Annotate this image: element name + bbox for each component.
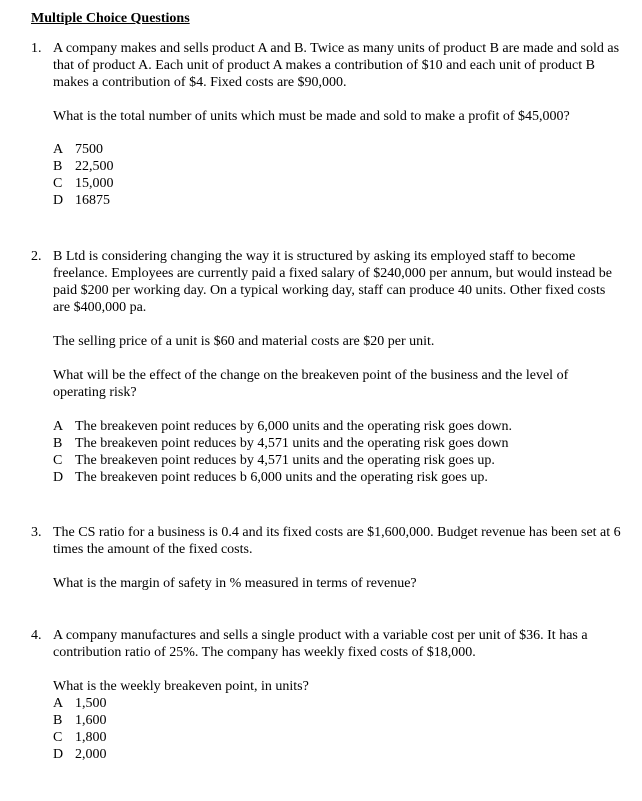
question-stem: A company makes and sells product A and B. Twice as many units of product B are made and sold as that of product A. Each unit of product A makes a contribution of $10 and each unit of product B makes a contribution of $4. Fixed costs are $90,000. <box>53 41 620 90</box>
option-letter: B <box>53 159 63 174</box>
option-letter: A <box>53 142 64 157</box>
option-letter: D <box>53 470 64 485</box>
option-text: 1,600 <box>75 713 107 728</box>
question-prompt: What is the total number of units which must be made and sold to make a profit of $45,000? <box>53 109 570 124</box>
answer-options <box>53 418 623 486</box>
question-number: 1. <box>31 41 42 56</box>
option-text: The breakeven point reduces by 4,571 units and the operating risk goes down <box>75 436 509 451</box>
option-text: 22,500 <box>75 159 114 174</box>
answer-option <box>53 746 623 763</box>
option-letter: C <box>53 176 63 191</box>
answer-option <box>53 175 623 192</box>
option-text: 1,800 <box>75 730 107 745</box>
option-letter: C <box>53 453 63 468</box>
option-text: 1,500 <box>75 696 107 711</box>
answer-option <box>53 712 623 729</box>
question-prompt: What will be the effect of the change on the breakeven point of the business and the level of operating risk? <box>53 368 569 400</box>
option-letter: D <box>53 747 64 762</box>
option-text: 16875 <box>75 193 110 208</box>
question-number: 4. <box>31 628 42 643</box>
question-stem: The CS ratio for a business is 0.4 and its fixed costs are $1,600,000. Budget revenue has been set at 6 times the amount of the fixed costs. <box>53 525 621 557</box>
question-number: 3. <box>31 525 42 540</box>
option-letter: A <box>53 696 64 711</box>
question-3 <box>31 524 631 609</box>
question-2 <box>31 248 631 486</box>
page-heading: Multiple Choice Questions <box>31 11 190 26</box>
question-stem: B Ltd is considering changing the way it is structured by asking its employed staff to become freelance. Employees are currently paid a fixed salary of $240,000 per annum, but would instead be paid $200 per working day. On a typical working day, staff can produce 40 units. Other fixed costs are $400,000 pa. <box>53 249 613 315</box>
option-letter: B <box>53 713 63 728</box>
option-letter: B <box>53 436 63 451</box>
option-text: 7500 <box>75 142 103 157</box>
question-stem: A company manufactures and sells a single product with a variable cost per unit of $36. It has a contribution ratio of 25%. The company has weekly fixed costs of $18,000. <box>53 628 588 660</box>
answer-option <box>53 452 623 469</box>
question-prompt: What is the margin of safety in % measured in terms of revenue? <box>53 576 417 591</box>
question-4 <box>31 627 631 763</box>
question-detail: The selling price of a unit is $60 and material costs are $20 per unit. <box>53 334 435 349</box>
answer-option <box>53 141 623 158</box>
answer-option <box>53 695 623 712</box>
answer-option <box>53 192 623 209</box>
option-text: 15,000 <box>75 176 114 191</box>
question-number: 2. <box>31 249 42 264</box>
option-text: 2,000 <box>75 747 107 762</box>
option-text: The breakeven point reduces b 6,000 units and the operating risk goes up. <box>75 470 488 485</box>
answer-option <box>53 729 623 746</box>
question-1 <box>31 40 631 209</box>
option-letter: D <box>53 193 64 208</box>
answer-option <box>53 435 623 452</box>
answer-options <box>53 695 623 763</box>
answer-option <box>53 469 623 486</box>
answer-option <box>53 418 623 435</box>
question-prompt: What is the weekly breakeven point, in units? <box>53 679 309 694</box>
option-text: The breakeven point reduces by 6,000 units and the operating risk goes down. <box>75 419 513 434</box>
option-text: The breakeven point reduces by 4,571 units and the operating risk goes up. <box>75 453 495 468</box>
option-letter: A <box>53 419 64 434</box>
answer-options <box>53 141 623 209</box>
option-letter: C <box>53 730 63 745</box>
answer-option <box>53 158 623 175</box>
